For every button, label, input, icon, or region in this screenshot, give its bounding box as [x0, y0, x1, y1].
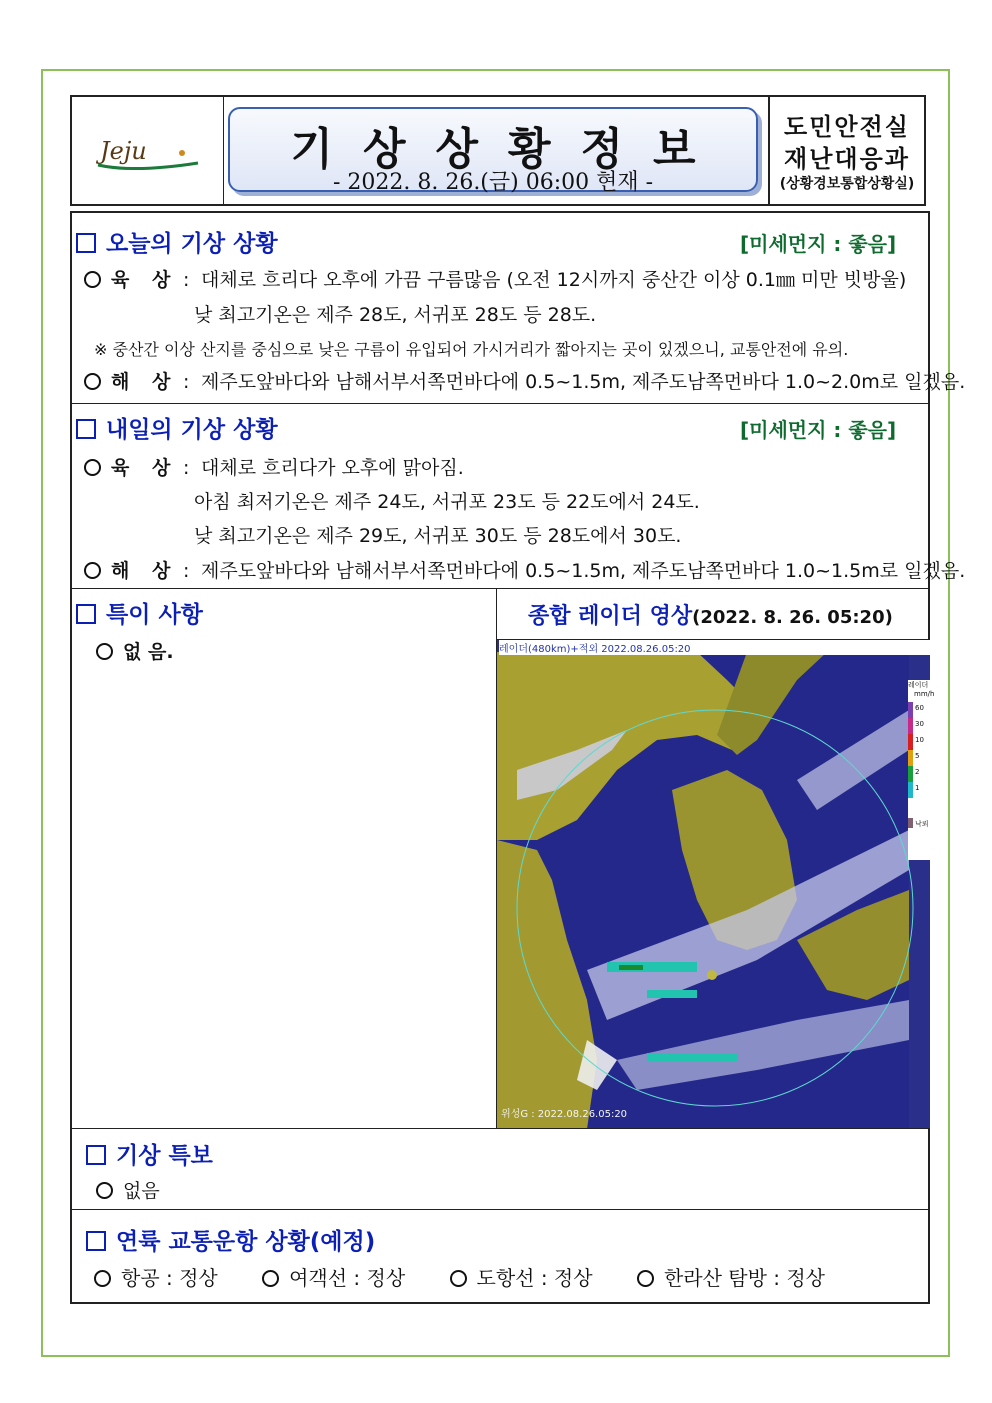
- legend-value: 2: [915, 768, 920, 776]
- circle-bullet-icon: [84, 271, 101, 288]
- legend-unit: mm/h: [914, 690, 935, 698]
- checkbox-square-icon: [76, 233, 96, 253]
- legend-value: 30: [915, 720, 924, 728]
- checkbox-square-icon: [76, 419, 96, 439]
- legend-value: 5: [915, 752, 920, 760]
- radar-image: [497, 639, 935, 1128]
- today-sea-row: 해 상 : 제주도앞바다와 남해서부서쪽먼바다에 0.5~1.5m, 제주도남쪽먼바다 1.0~2.0m로 일겠음.: [84, 367, 965, 394]
- page-subtitle: - 2022. 8. 26.(금) 06:00 현재 -: [332, 170, 654, 195]
- status-island-ferry: 도항선 : 정상: [450, 1262, 593, 1291]
- radar-legend: [908, 680, 935, 860]
- circle-bullet-icon: [84, 562, 101, 579]
- legend-value: 1: [915, 784, 920, 792]
- tomorrow-sea-row: 해 상 : 제주도앞바다와 남해서부서쪽먼바다에 0.5~1.5m, 제주도남쪽먼바다 1.0~1.5m로 일겠음.: [84, 556, 965, 583]
- department-line-1: 도민안전실: [784, 113, 910, 141]
- circle-bullet-icon: [450, 1270, 467, 1287]
- status-ferry: 여객선 : 정상: [262, 1262, 405, 1291]
- legend-value: 10: [915, 736, 924, 744]
- divider: [72, 403, 928, 404]
- radar-title: 종합 레이더 영상(2022. 8. 26. 05:20): [528, 604, 893, 629]
- section-special-title: 특이 사항: [76, 596, 203, 629]
- circle-bullet-icon: [96, 643, 113, 660]
- tomorrow-dust-status: [미세먼지 : 좋음]: [740, 418, 897, 442]
- traffic-status-row: [94, 1262, 863, 1291]
- special-item: 없 음.: [96, 637, 174, 664]
- legend-extra: 낙뢰: [915, 820, 929, 828]
- title-box: [228, 107, 758, 195]
- radar-top-caption: 레이더(480km)+적외 2022.08.26.05:20: [499, 640, 932, 655]
- tomorrow-land-line-2: 아침 최저기온은 제주 24도, 서귀포 23도 등 22도에서 24도.: [194, 491, 700, 513]
- department-line-3: (상황경보통합상황실): [779, 176, 915, 192]
- legend-title: 레이더: [908, 681, 929, 689]
- circle-bullet-icon: [262, 1270, 279, 1287]
- divider: [72, 1128, 928, 1129]
- status-air: 항공 : 정상: [94, 1262, 218, 1291]
- tomorrow-land-line-3: 낮 최고기온은 제주 29도, 서귀포 30도 등 28도에서 30도.: [194, 525, 682, 547]
- today-dust-status: [미세먼지 : 좋음]: [740, 232, 897, 256]
- section-warning-title: 기상 특보: [86, 1137, 213, 1170]
- divider: [72, 588, 928, 589]
- radar-map: [497, 640, 930, 1129]
- circle-bullet-icon: [96, 1182, 113, 1199]
- section-traffic-title: 연륙 교통운항 상황(예정): [86, 1223, 375, 1256]
- jeju-logo: [94, 133, 204, 173]
- page-title: 기상상황정보: [290, 124, 726, 175]
- header: [70, 95, 926, 206]
- department-line-2: 재난대응과: [784, 145, 910, 173]
- radar-bottom-caption: 위성G : 2022.08.26.05:20: [501, 1109, 628, 1120]
- logo-cell: [72, 97, 224, 204]
- department-cell: [768, 97, 924, 204]
- checkbox-square-icon: [86, 1145, 106, 1165]
- circle-bullet-icon: [84, 459, 101, 476]
- section-tomorrow-title: 내일의 기상 상황: [76, 411, 278, 444]
- checkbox-square-icon: [86, 1231, 106, 1251]
- circle-bullet-icon: [637, 1270, 654, 1287]
- status-hallasan: 한라산 탐방 : 정상: [637, 1262, 825, 1291]
- checkbox-square-icon: [76, 604, 96, 624]
- today-land-line-2: 낮 최고기온은 제주 28도, 서귀포 28도 등 28도.: [194, 304, 597, 326]
- today-land-row: 육 상 : 대체로 흐리다 오후에 가끔 구름많음 (오전 12시까지 중산간 이상 0.1㎜ 미만 빗방울): [84, 265, 906, 292]
- circle-bullet-icon: [84, 373, 101, 390]
- divider: [72, 1209, 928, 1210]
- title-cell: [224, 97, 768, 204]
- warning-item: 없음: [96, 1176, 160, 1203]
- report-body: [70, 211, 966, 1304]
- section-today-title: 오늘의 기상 상황: [76, 225, 278, 258]
- tomorrow-land-row: 육 상 : 대체로 흐리다가 오후에 맑아짐.: [84, 453, 464, 480]
- today-note: ※ 중산간 이상 산지를 중심으로 낮은 구름이 유입되어 가시거리가 짧아지는 곳이 있겠으니, 교통안전에 유의.: [94, 340, 849, 359]
- legend-value: 60: [915, 704, 924, 712]
- circle-bullet-icon: [94, 1270, 111, 1287]
- svg-text:Jeju: Jeju: [100, 137, 147, 165]
